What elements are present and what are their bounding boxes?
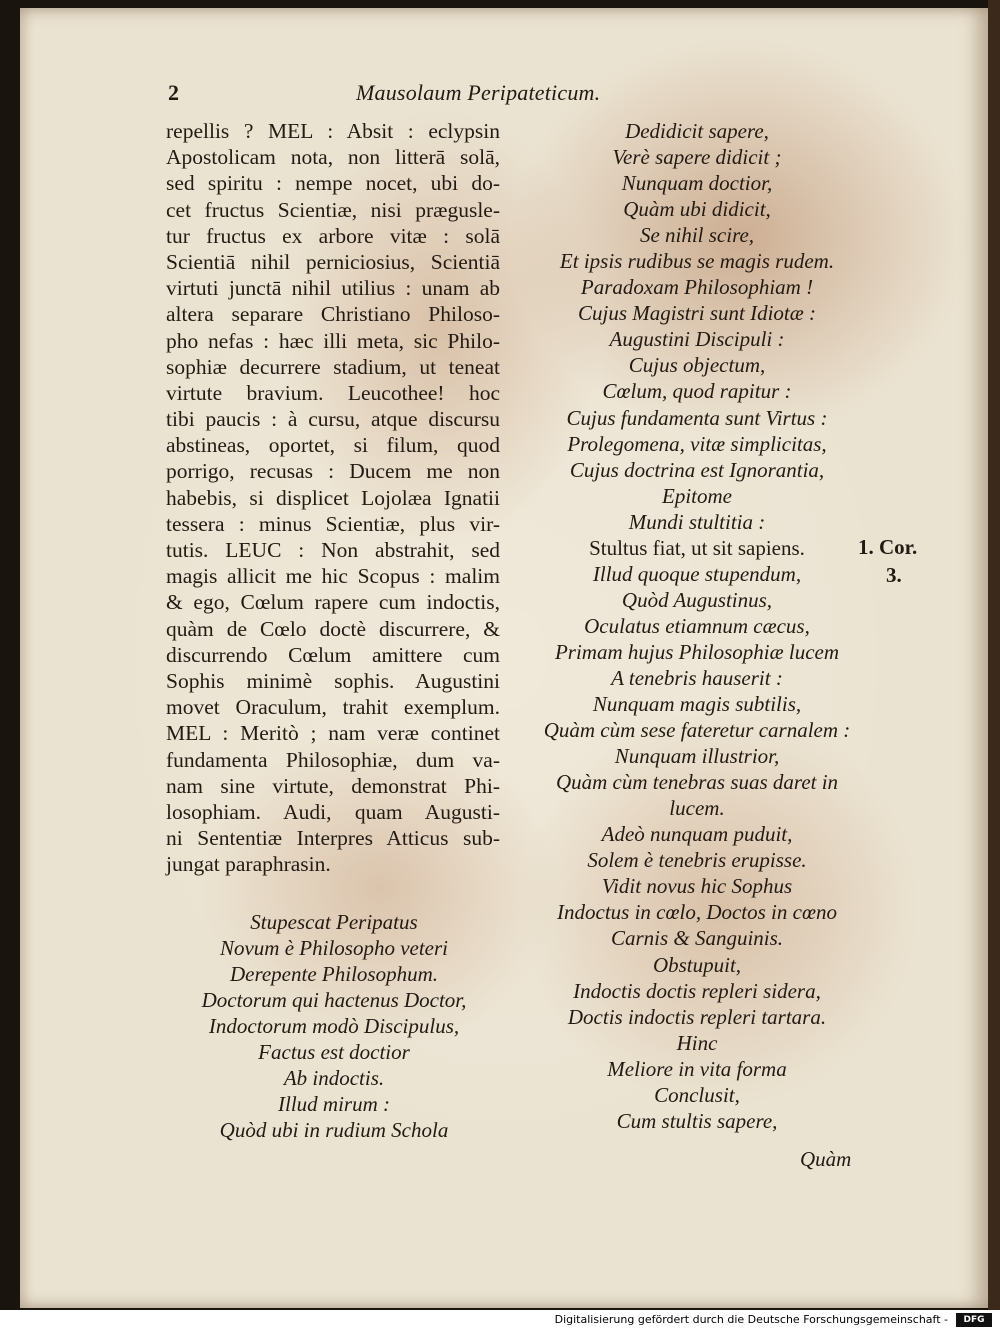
prose-line: repellis ? MEL : Absit : eclypsin — [166, 119, 500, 143]
prose-line: tessera : minus Scientiæ, plus vir- — [166, 511, 500, 536]
verse-line: Quòd Augustinus, — [621, 587, 773, 612]
verse-line: Hinc — [676, 1030, 718, 1055]
prose-line: jungat paraphrasin. — [166, 852, 331, 877]
verse-line: Meliore in vita forma — [607, 1056, 787, 1081]
verse-line: Paradoxam Philosophiam ! — [580, 275, 814, 300]
verse-line: Adeò nunquam puduit, — [601, 822, 793, 847]
prose-line: MEL : Meritò ; nam veræ continet — [166, 721, 500, 746]
verse-line: Novum è Philosopho veteri — [219, 936, 449, 961]
verse-line: Primam hujus Philosophiæ lucem — [554, 639, 840, 664]
verse-line: Cujus Magistri sunt Idiotæ : — [577, 301, 817, 326]
verse-line: Epitome — [662, 483, 732, 508]
verse-line: Indoctus in cœlo, Doctos in cœno — [557, 900, 837, 925]
verse-line: Illud quoque stupendum, — [592, 561, 802, 586]
verse-line: Cum stultis sapere, — [616, 1108, 778, 1133]
right-verse-column — [520, 118, 874, 1134]
prose-line: sophiæ decurrere stadium, ut teneat — [166, 354, 500, 379]
prose-line: & ego, Cœlum rapere cum indoctis, — [166, 590, 500, 615]
verse-line: Se nihil scire, — [639, 223, 755, 248]
verse-line: Stupescat Peripatus — [250, 910, 418, 934]
verse-line: Carnis & Sanguinis. — [610, 926, 784, 951]
verse-line: Cujus doctrina est Ignorantia, — [569, 457, 825, 482]
verse-line: Factus est doctior — [258, 1040, 410, 1065]
verse-line: Augustini Discipuli : — [609, 327, 785, 352]
catchword: Quàm — [800, 1147, 852, 1171]
verse-line: Cujus fundamenta sunt Virtus : — [566, 405, 828, 430]
prose-line: nam sine virtute, demonstrat Phi- — [166, 773, 500, 798]
left-verse-column — [176, 909, 492, 1143]
prose-line: ni Sententiæ Interpres Atticus sub- — [166, 826, 500, 851]
margin-note-reference: 1. Cor. — [858, 535, 918, 559]
prose-line: losophiam. Audi, quam Augusti- — [166, 799, 500, 824]
prose-line: discurrendo Cœlum amittere cum — [166, 642, 500, 667]
verse-line: Illud mirum : — [278, 1092, 390, 1117]
prose-line: porrigo, recusas : Ducem me non — [166, 459, 500, 484]
running-title: Mausolaum Peripateticum. — [356, 80, 601, 105]
prose-line: Apostolicam nota, non litterā solā, — [166, 145, 500, 170]
verse-line: Quàm ubi didicit, — [623, 197, 771, 222]
dfg-logo: DFG — [956, 1313, 992, 1327]
verse-line: Derepente Philosophum. — [229, 962, 438, 987]
prose-line: tutis. LEUC : Non abstrahit, sed — [166, 538, 500, 562]
verse-line: Mundi stultitia : — [628, 509, 766, 534]
prose-line: pho nefas : hæc illi meta, sic Philo- — [166, 328, 500, 353]
verse-line: Doctorum qui hactenus Doctor, — [201, 988, 467, 1013]
verse-line: Obstupuit, — [652, 952, 742, 977]
verse-line: Oculatus etiamnum cæcus, — [584, 613, 810, 638]
prose-line: fundamenta Philosophiæ, dum va- — [166, 747, 500, 772]
verse-line: Indoctis doctis repleri sidera, — [573, 978, 821, 1003]
verse-line: Ab indoctis. — [283, 1066, 385, 1091]
prose-line: habebis, si displicet Lojolæa Ignatii — [166, 485, 500, 510]
verse-line: Verè sapere didicit ; — [612, 145, 782, 170]
prose-line: virtute bravium. Leucothee! hoc — [166, 380, 500, 405]
verse-line: Stultus fiat, ut sit sapiens. — [589, 535, 805, 560]
verse-line: A tenebris hauserit : — [611, 665, 783, 690]
verse-line: Vidit novus hic Sophus — [601, 874, 793, 899]
prose-line: cet fructus Scientiæ, nisi prægusle- — [166, 197, 500, 222]
verse-line: Cujus objectum, — [628, 353, 766, 378]
verse-line: Solem è tenebris erupisse. — [587, 848, 807, 873]
verse-line: Dedidicit sapere, — [625, 119, 769, 143]
verse-line: Doctis indoctis repleri tartara. — [567, 1004, 827, 1029]
verse-line: Nunquam magis subtilis, — [592, 692, 802, 717]
prose-line: quàm de Cœlo doctè discurrere, & — [166, 616, 500, 641]
verse-line: lucem. — [669, 796, 725, 821]
verse-line: Nunquam illustrior, — [614, 744, 780, 769]
left-prose-column — [166, 118, 500, 877]
prose-line: Sophis minimè sophis. Augustini — [166, 668, 500, 693]
prose-line: Scientiā nihil perniciosius, Scientiā — [166, 249, 500, 274]
verse-line: Nunquam doctior, — [621, 171, 773, 196]
prose-line: sed spiritu : nempe nocet, ubi do- — [166, 171, 500, 196]
prose-line: tibi paucis : à cursu, atque discursu — [166, 407, 500, 432]
book-edge — [988, 0, 1000, 1310]
prose-line: virtuti junctā nihil utilius : unam ab — [166, 276, 500, 301]
verse-line: Indoctorum modò Discipulus, — [208, 1014, 460, 1039]
page-number: 2 — [168, 80, 179, 105]
verse-line: Et ipsis rudibus se magis rudem. — [559, 249, 835, 274]
prose-line: magis allicit me hic Scopus : malim — [166, 564, 500, 589]
verse-line: Prolegomena, vitæ simplicitas, — [567, 431, 827, 456]
prose-line: abstineas, oportet, si filum, quod — [166, 433, 500, 458]
prose-line: movet Oraculum, trahit exemplum. — [166, 695, 500, 720]
prose-line: tur fructus ex arbore vitæ : solā — [166, 223, 500, 248]
verse-line: Quòd ubi in rudium Schola — [219, 1118, 449, 1143]
prose-line: altera separare Christiano Philoso- — [166, 302, 500, 327]
verse-line: Quàm cùm tenebras suas daret in — [555, 770, 839, 795]
margin-note-chapter: 3. — [886, 563, 902, 587]
funding-notice: Digitalisierung gefördert durch die Deutsche Forschungsgemeinschaft - — [554, 1313, 948, 1326]
verse-line: Cœlum, quod rapitur : — [602, 379, 792, 404]
verse-line: Conclusit, — [654, 1082, 740, 1107]
verse-line: Quàm cùm sese fateretur carnalem : — [543, 718, 851, 743]
